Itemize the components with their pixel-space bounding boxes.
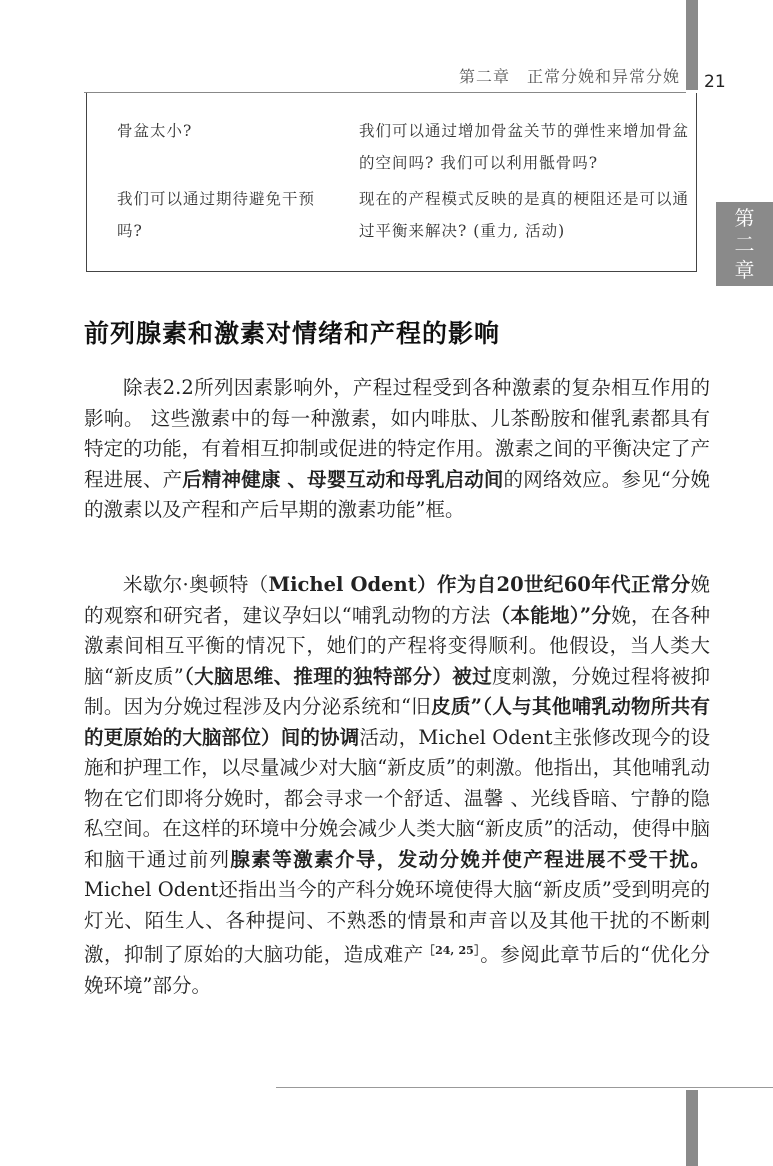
paragraph-2-bold-a: Michel Odent）作为自20世纪60年代正常分 [268, 573, 691, 596]
question-table-box [86, 93, 697, 272]
page-number: 21 [704, 72, 726, 92]
paragraph-2-text-g: 。参阅此章节后的“优化分娩环境”部分。 [84, 943, 710, 997]
paragraph-2-bold-e: 腺素等激素介导，发动分娩并使产程进展不受干扰。 [230, 847, 710, 871]
paragraph-2-text-b: 娩的观察和研究者，建议孕妇以“哺乳动物的方法 [84, 573, 710, 627]
paragraph-2-text-e: 活动，Michel Odent主张修改现今的设施和护理工作，以尽量减少对大脑“新皮质”的刺激。他指出，其他哺乳动物在它们即将分娩时，都会寻求一个舒适、温馨 、光线昏暗、宁静的隐私空间。在这样的环境中分娩会减少人类大脑“新皮质”的活动，使得中脑和脑干通过前列 [84, 725, 710, 871]
table-cell-answer-2: 现在的产程模式反映的是真的梗阻还是可以通过平衡来解决? (重力, 活动) [359, 190, 690, 240]
paragraph-2-bold-c: （大脑思维、推理的独特部分）被过 [183, 664, 492, 688]
paragraph-2-text-a: 米歇尔·奥顿特（ [123, 573, 269, 596]
citation-superscript: ［24, 25］ [423, 944, 481, 957]
paragraph-1 [84, 373, 710, 526]
top-margin-bar [686, 0, 698, 90]
paragraph-2-bold-d: 皮质”（人与其他哺乳动物所共有的更原始的大脑部位）间的协调 [84, 695, 710, 749]
paragraph-2-text-d: 度刺激，分娩过程将被抑制。因为分娩过程涉及内分泌系统和“旧 [84, 664, 710, 718]
table-cell-question-1: 骨盆太小? [117, 122, 193, 140]
paragraph-2-text-f: Michel Odent还指出当今的产科分娩环境使得大脑“新皮质”受到明亮的灯光、陌生人、各种提问、不熟悉的情景和声音以及其他干扰的不断刺激，抑制了原始的大脑功能，造成难产 [84, 878, 710, 966]
table-cell-answer-1: 我们可以通过增加骨盆关节的弹性来增加骨盆的空间吗? 我们可以利用骶骨吗? [359, 122, 690, 172]
paragraph-1-bold-a: 后精神健康 、母婴互动和母乳启动间 [182, 467, 504, 491]
running-head: 第二章 正常分娩和异常分娩 [458, 67, 680, 86]
paragraph-1-text-b: 的网络效应。参见“分娩的激素以及产程和产后早期的激素功能”框。 [84, 467, 710, 521]
chapter-tab-char-3: 章 [734, 258, 755, 282]
paragraph-2-bold-b: （本能地）”分 [490, 603, 612, 627]
footer-rule [276, 1087, 773, 1088]
paragraph-2 [84, 570, 710, 1001]
section-title: 前列腺素和激素对情绪和产程的影响 [84, 319, 501, 348]
chapter-tab [716, 202, 773, 286]
chapter-tab-char-1: 第 [734, 206, 755, 230]
table-cell-question-2: 我们可以通过期待避免干预吗? [117, 190, 316, 240]
chapter-tab-char-2: 二 [734, 232, 755, 256]
bottom-margin-bar [686, 1090, 698, 1166]
paragraph-1-text-a: 除表2.2所列因素影响外，产程过程受到各种激素的复杂相互作用的影响。 这些激素中的每一种激素，如内啡肽、儿茶酚胺和催乳素都具有特定的功能，有着相互抑制或促进的特定作用。激素之间的平衡决定了产程进展、产 [84, 376, 710, 491]
paragraph-2-text-c: 娩，在各种激素间相互平衡的情况下，她们的产程将变得顺利。他假设，当人类大脑“新皮质” [84, 603, 710, 688]
